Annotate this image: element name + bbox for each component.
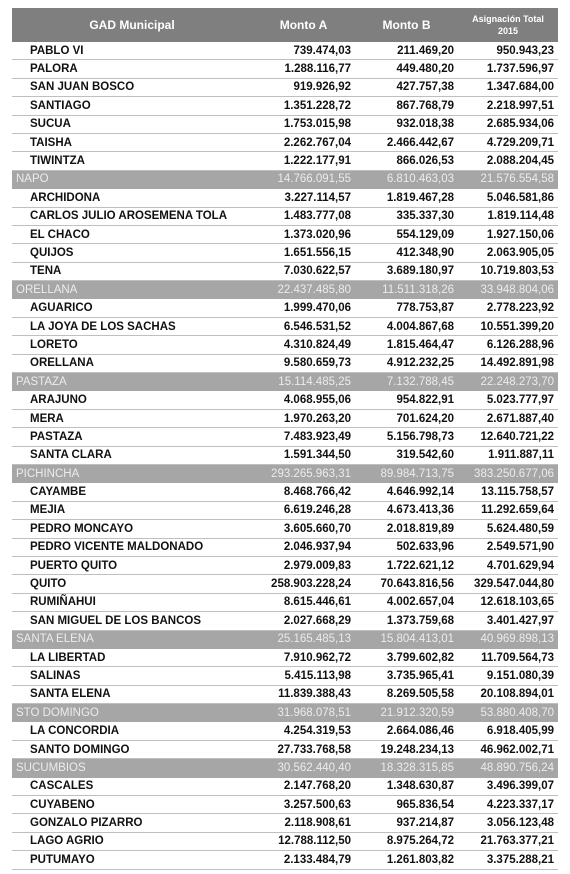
- cell-monto-b: 8.975.264,72: [355, 832, 458, 850]
- cell-name: NAPO: [12, 170, 252, 188]
- cell-name: PUTUMAYO: [12, 851, 252, 869]
- cell-monto-b: 954.822,91: [355, 391, 458, 409]
- cell-total: 2.218.997,51: [458, 97, 558, 115]
- cell-monto-a: 2.118.908,61: [252, 814, 355, 832]
- cell-name: ARAJUNO: [12, 391, 252, 409]
- province-row: [12, 170, 558, 188]
- table-row: [12, 317, 558, 335]
- province-row: [12, 704, 558, 722]
- table-row: [12, 244, 558, 262]
- province-row: [12, 281, 558, 299]
- cell-monto-b: 3.735.965,41: [355, 667, 458, 685]
- cell-name: PASTAZA: [12, 428, 252, 446]
- cell-monto-a: 3.227.114,57: [252, 189, 355, 207]
- table-row: [12, 575, 558, 593]
- cell-monto-a: 30.562.440,40: [252, 759, 355, 777]
- cell-name: SANTIAGO: [12, 97, 252, 115]
- table-row: [12, 78, 558, 96]
- cell-monto-b: 932.018,38: [355, 115, 458, 133]
- cell-total: 3.375.288,21: [458, 851, 558, 869]
- table-row: [12, 648, 558, 666]
- cell-monto-b: 3.689.180,97: [355, 262, 458, 280]
- cell-total: 5.046.581,86: [458, 189, 558, 207]
- table-row: [12, 538, 558, 556]
- cell-name: CUYABENO: [12, 796, 252, 814]
- cell-total: 21.576.554,58: [458, 170, 558, 188]
- table-row: [12, 336, 558, 354]
- cell-monto-a: 4.254.319,53: [252, 722, 355, 740]
- table-row: [12, 299, 558, 317]
- cell-name: LORETO: [12, 336, 252, 354]
- table-header: [12, 8, 558, 42]
- cell-total: 22.248.273,70: [458, 373, 558, 391]
- cell-monto-a: 5.415.113,98: [252, 667, 355, 685]
- cell-monto-b: 89.984.713,75: [355, 464, 458, 482]
- cell-monto-b: 4.673.413,36: [355, 501, 458, 519]
- table-row: [12, 593, 558, 611]
- cell-total: 14.492.891,98: [458, 354, 558, 372]
- cell-monto-a: 1.483.777,08: [252, 207, 355, 225]
- cell-name: SAN MIGUEL DE LOS BANCOS: [12, 612, 252, 630]
- cell-monto-b: 1.348.630,87: [355, 777, 458, 795]
- cell-name: PICHINCHA: [12, 464, 252, 482]
- cell-name: SALINAS: [12, 667, 252, 685]
- cell-monto-b: 70.643.816,56: [355, 575, 458, 593]
- cell-monto-b: 4.912.232,25: [355, 354, 458, 372]
- table-row: [12, 391, 558, 409]
- header-row: [12, 8, 558, 42]
- cell-monto-a: 1.373.020,96: [252, 225, 355, 243]
- cell-monto-a: 12.788.112,50: [252, 832, 355, 850]
- cell-monto-a: 1.222.177,91: [252, 152, 355, 170]
- table-row: [12, 851, 558, 869]
- cell-total: 10.551.399,20: [458, 317, 558, 335]
- cell-monto-a: 739.474,03: [252, 42, 355, 60]
- cell-monto-b: 2.664.086,46: [355, 722, 458, 740]
- cell-total: 20.108.894,01: [458, 685, 558, 703]
- cell-total: 2.549.571,90: [458, 538, 558, 556]
- cell-monto-a: 919.926,92: [252, 78, 355, 96]
- cell-name: SUCUMBIOS: [12, 759, 252, 777]
- table-row: [12, 740, 558, 758]
- table-row: [12, 262, 558, 280]
- cell-total: 3.401.427,97: [458, 612, 558, 630]
- header-gad-municipal: GAD Municipal: [12, 8, 252, 42]
- cell-total: 13.115.758,57: [458, 483, 558, 501]
- cell-total: 53.880.408,70: [458, 704, 558, 722]
- cell-name: ORELLANA: [12, 281, 252, 299]
- cell-total: 3.496.399,07: [458, 777, 558, 795]
- cell-name: MEJIA: [12, 501, 252, 519]
- table-row: [12, 60, 558, 78]
- cell-monto-b: 866.026,53: [355, 152, 458, 170]
- cell-total: 2.685.934,06: [458, 115, 558, 133]
- cell-monto-a: 1.651.556,15: [252, 244, 355, 262]
- cell-monto-b: 778.753,87: [355, 299, 458, 317]
- province-row: [12, 630, 558, 648]
- cell-total: 329.547.044,80: [458, 575, 558, 593]
- allocation-table-container: [12, 8, 558, 870]
- cell-name: TAISHA: [12, 133, 252, 151]
- cell-total: 12.618.103,65: [458, 593, 558, 611]
- cell-monto-b: 1.373.759,68: [355, 612, 458, 630]
- cell-monto-a: 27.733.768,58: [252, 740, 355, 758]
- cell-monto-a: 7.030.622,57: [252, 262, 355, 280]
- cell-name: SAN JUAN BOSCO: [12, 78, 252, 96]
- cell-monto-a: 2.046.937,94: [252, 538, 355, 556]
- province-row: [12, 464, 558, 482]
- table-body: [12, 42, 558, 869]
- table-row: [12, 225, 558, 243]
- cell-name: MERA: [12, 409, 252, 427]
- table-row: [12, 814, 558, 832]
- cell-name: SUCUA: [12, 115, 252, 133]
- table-row: [12, 207, 558, 225]
- cell-monto-b: 18.328.315,85: [355, 759, 458, 777]
- cell-name: STO DOMINGO: [12, 704, 252, 722]
- cell-monto-a: 2.027.668,29: [252, 612, 355, 630]
- cell-total: 10.719.803,53: [458, 262, 558, 280]
- cell-total: 11.292.659,64: [458, 501, 558, 519]
- cell-name: LA LIBERTAD: [12, 648, 252, 666]
- cell-monto-b: 319.542,60: [355, 446, 458, 464]
- cell-monto-a: 2.133.484,79: [252, 851, 355, 869]
- cell-monto-a: 7.483.923,49: [252, 428, 355, 446]
- province-row: [12, 373, 558, 391]
- cell-monto-a: 15.114.485,25: [252, 373, 355, 391]
- cell-monto-b: 3.799.602,82: [355, 648, 458, 666]
- cell-name: CAYAMBE: [12, 483, 252, 501]
- cell-total: 2.063.905,05: [458, 244, 558, 262]
- table-row: [12, 446, 558, 464]
- header-monto-a: Monto A: [252, 8, 355, 42]
- cell-monto-a: 1.753.015,98: [252, 115, 355, 133]
- table-row: [12, 520, 558, 538]
- table-row: [12, 42, 558, 60]
- cell-name: SANTO DOMINGO: [12, 740, 252, 758]
- cell-monto-a: 1.351.228,72: [252, 97, 355, 115]
- cell-monto-a: 31.968.078,51: [252, 704, 355, 722]
- table-row: [12, 115, 558, 133]
- cell-total: 1.737.596,97: [458, 60, 558, 78]
- cell-monto-b: 965.836,54: [355, 796, 458, 814]
- cell-monto-b: 7.132.788,45: [355, 373, 458, 391]
- cell-total: 46.962.002,71: [458, 740, 558, 758]
- cell-name: RUMIÑAHUI: [12, 593, 252, 611]
- cell-total: 33.948.804,06: [458, 281, 558, 299]
- cell-monto-a: 1.970.263,20: [252, 409, 355, 427]
- table-row: [12, 777, 558, 795]
- cell-monto-b: 502.633,96: [355, 538, 458, 556]
- header-asignacion-total: Asignación Total 2015: [458, 8, 558, 42]
- cell-name: PEDRO MONCAYO: [12, 520, 252, 538]
- cell-monto-b: 701.624,20: [355, 409, 458, 427]
- cell-total: 21.763.377,21: [458, 832, 558, 850]
- cell-total: 950.943,23: [458, 42, 558, 60]
- cell-name: CARLOS JULIO AROSEMENA TOLA: [12, 207, 252, 225]
- cell-name: QUIJOS: [12, 244, 252, 262]
- cell-monto-a: 1.999.470,06: [252, 299, 355, 317]
- cell-name: SANTA ELENA: [12, 685, 252, 703]
- cell-monto-b: 15.804.413,01: [355, 630, 458, 648]
- cell-name: GONZALO PIZARRO: [12, 814, 252, 832]
- cell-monto-b: 427.757,38: [355, 78, 458, 96]
- cell-total: 2.671.887,40: [458, 409, 558, 427]
- cell-monto-b: 5.156.798,73: [355, 428, 458, 446]
- cell-total: 4.701.629,94: [458, 556, 558, 574]
- table-row: [12, 97, 558, 115]
- cell-monto-b: 1.819.467,28: [355, 189, 458, 207]
- cell-name: TENA: [12, 262, 252, 280]
- cell-name: LA CONCORDIA: [12, 722, 252, 740]
- cell-name: CASCALES: [12, 777, 252, 795]
- cell-monto-a: 1.288.116,77: [252, 60, 355, 78]
- cell-name: EL CHACO: [12, 225, 252, 243]
- cell-name: PUERTO QUITO: [12, 556, 252, 574]
- table-row: [12, 556, 558, 574]
- cell-monto-b: 211.469,20: [355, 42, 458, 60]
- cell-monto-a: 4.068.955,06: [252, 391, 355, 409]
- province-row: [12, 759, 558, 777]
- table-row: [12, 189, 558, 207]
- cell-monto-a: 3.605.660,70: [252, 520, 355, 538]
- cell-name: PABLO VI: [12, 42, 252, 60]
- cell-total: 5.624.480,59: [458, 520, 558, 538]
- cell-monto-a: 11.839.388,43: [252, 685, 355, 703]
- cell-name: SANTA ELENA: [12, 630, 252, 648]
- cell-name: PASTAZA: [12, 373, 252, 391]
- cell-monto-a: 293.265.963,31: [252, 464, 355, 482]
- cell-monto-b: 554.129,09: [355, 225, 458, 243]
- cell-name: ORELLANA: [12, 354, 252, 372]
- cell-monto-a: 6.619.246,28: [252, 501, 355, 519]
- cell-name: AGUARICO: [12, 299, 252, 317]
- table-row: [12, 612, 558, 630]
- cell-monto-b: 6.810.463,03: [355, 170, 458, 188]
- cell-monto-b: 1.815.464,47: [355, 336, 458, 354]
- cell-monto-b: 937.214,87: [355, 814, 458, 832]
- cell-monto-a: 9.580.659,73: [252, 354, 355, 372]
- cell-name: TIWINTZA: [12, 152, 252, 170]
- cell-monto-b: 4.646.992,14: [355, 483, 458, 501]
- cell-total: 4.729.209,71: [458, 133, 558, 151]
- header-monto-b: Monto B: [355, 8, 458, 42]
- table-row: [12, 428, 558, 446]
- cell-monto-a: 2.979.009,83: [252, 556, 355, 574]
- cell-total: 6.918.405,99: [458, 722, 558, 740]
- cell-monto-b: 4.002.657,04: [355, 593, 458, 611]
- cell-monto-a: 2.147.768,20: [252, 777, 355, 795]
- cell-monto-a: 22.437.485,80: [252, 281, 355, 299]
- table-row: [12, 354, 558, 372]
- cell-monto-b: 8.269.505,58: [355, 685, 458, 703]
- cell-name: SANTA CLARA: [12, 446, 252, 464]
- cell-monto-a: 25.165.485,13: [252, 630, 355, 648]
- cell-name: PEDRO VICENTE MALDONADO: [12, 538, 252, 556]
- cell-monto-b: 2.466.442,67: [355, 133, 458, 151]
- table-row: [12, 667, 558, 685]
- cell-name: ARCHIDONA: [12, 189, 252, 207]
- cell-monto-a: 8.615.446,61: [252, 593, 355, 611]
- cell-monto-b: 4.004.867,68: [355, 317, 458, 335]
- table-row: [12, 483, 558, 501]
- cell-monto-b: 449.480,20: [355, 60, 458, 78]
- cell-monto-b: 21.912.320,59: [355, 704, 458, 722]
- cell-name: LA JOYA DE LOS SACHAS: [12, 317, 252, 335]
- table-row: [12, 409, 558, 427]
- cell-total: 5.023.777,97: [458, 391, 558, 409]
- cell-total: 1.819.114,48: [458, 207, 558, 225]
- cell-monto-b: 19.248.234,13: [355, 740, 458, 758]
- cell-total: 40.969.898,13: [458, 630, 558, 648]
- cell-total: 9.151.080,39: [458, 667, 558, 685]
- cell-total: 3.056.123,48: [458, 814, 558, 832]
- cell-monto-a: 258.903.228,24: [252, 575, 355, 593]
- cell-monto-a: 7.910.962,72: [252, 648, 355, 666]
- cell-total: 48.890.756,24: [458, 759, 558, 777]
- cell-total: 1.347.684,00: [458, 78, 558, 96]
- cell-monto-a: 2.262.767,04: [252, 133, 355, 151]
- cell-monto-b: 412.348,90: [355, 244, 458, 262]
- cell-monto-a: 4.310.824,49: [252, 336, 355, 354]
- cell-monto-a: 8.468.766,42: [252, 483, 355, 501]
- cell-monto-b: 2.018.819,89: [355, 520, 458, 538]
- cell-total: 1.927.150,06: [458, 225, 558, 243]
- cell-monto-b: 1.722.621,12: [355, 556, 458, 574]
- cell-total: 1.911.887,11: [458, 446, 558, 464]
- cell-name: LAGO AGRIO: [12, 832, 252, 850]
- cell-monto-b: 1.261.803,82: [355, 851, 458, 869]
- cell-total: 383.250.677,06: [458, 464, 558, 482]
- cell-name: QUITO: [12, 575, 252, 593]
- table-row: [12, 832, 558, 850]
- cell-total: 2.088.204,45: [458, 152, 558, 170]
- cell-monto-a: 1.591.344,50: [252, 446, 355, 464]
- table-row: [12, 133, 558, 151]
- table-row: [12, 722, 558, 740]
- cell-monto-b: 11.511.318,26: [355, 281, 458, 299]
- table-row: [12, 501, 558, 519]
- cell-monto-a: 14.766.091,55: [252, 170, 355, 188]
- cell-total: 2.778.223,92: [458, 299, 558, 317]
- cell-monto-b: 335.337,30: [355, 207, 458, 225]
- cell-total: 6.126.288,96: [458, 336, 558, 354]
- cell-monto-a: 3.257.500,63: [252, 796, 355, 814]
- cell-name: PALORA: [12, 60, 252, 78]
- table-row: [12, 152, 558, 170]
- cell-monto-a: 6.546.531,52: [252, 317, 355, 335]
- cell-monto-b: 867.768,79: [355, 97, 458, 115]
- allocation-table: [12, 8, 558, 870]
- table-row: [12, 685, 558, 703]
- cell-total: 4.223.337,17: [458, 796, 558, 814]
- cell-total: 11.709.564,73: [458, 648, 558, 666]
- cell-total: 12.640.721,22: [458, 428, 558, 446]
- table-row: [12, 796, 558, 814]
